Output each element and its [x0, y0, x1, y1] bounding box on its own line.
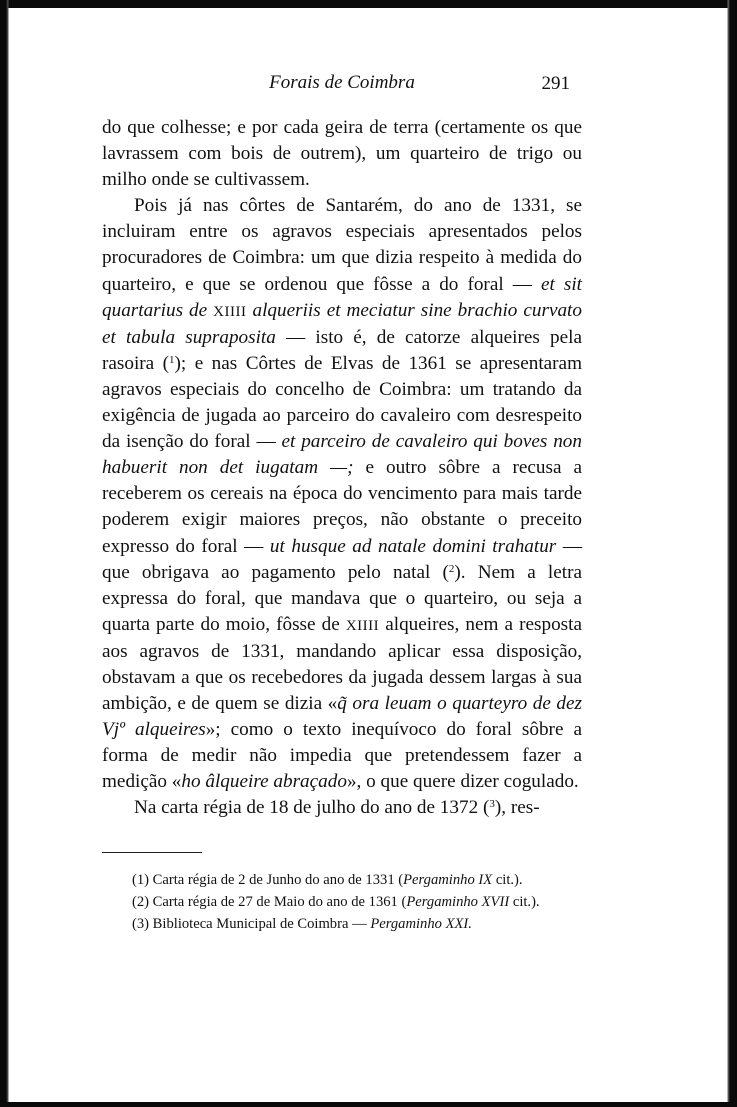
footnote-2	[132, 891, 582, 913]
latin-quote: ut husque ad natale domini trahatur	[269, 535, 557, 557]
footnote-text: cit.).	[509, 893, 540, 910]
scan-border-bottom	[0, 1102, 737, 1107]
footnote-text: cit.).	[492, 871, 523, 888]
body-text	[102, 115, 582, 822]
footnote-text: Carta régia de 27 de Maio do ano de 1361 (	[149, 893, 407, 910]
running-head	[102, 62, 582, 92]
scan-border-top	[0, 0, 737, 8]
footnote-marker: (1)	[132, 871, 150, 888]
text-run: ); e nas Côrtes de Elvas de 1361 se apresentaram agravos especiais do concelho de Coimbra: um tratando da exigência de jugada ao parceiro do cavaleiro com desrespeito da isenção do foral —	[102, 352, 582, 453]
scan-border-right	[727, 0, 737, 1107]
footnote-1	[132, 869, 582, 891]
text-run: »; como o texto inequívoco do foral sôbre a forma de medir não impedia que pretendessem fazer a medição «	[102, 719, 582, 793]
book-page	[102, 62, 582, 935]
old-portuguese-quote: ho âlqueire abraçado	[181, 771, 347, 793]
footnote-divider	[102, 852, 202, 853]
roman-numeral: XIIII	[213, 303, 247, 320]
page-number: 291	[541, 73, 570, 94]
footnote-ref-2[interactable]: 2	[448, 562, 455, 575]
footnote-source: Pergaminho IX	[403, 871, 493, 888]
text-run: Na carta régia de 18 de julho do ano de 1372 (	[134, 797, 490, 819]
text-run: Pois já nas côrtes de Santarém, do ano de 1331, se incluiram entre os agravos especiais apresentados pelos procuradores de Coimbra: um que dizia respeito à medida do quarteiro, e que se ordenou que fôsse a do foral —	[102, 195, 582, 295]
footnote-source: Pergaminho XVII	[406, 893, 510, 910]
paragraph-2	[102, 193, 582, 795]
text-run: alqueires, nem a resposta aos agravos de 1331, mandando aplicar essa disposição, obstavam a que os recebedores da jugada dessem largas à sua ambição, e de quem se dizia «	[102, 613, 582, 715]
latin-quote: et sit quartarius de	[102, 273, 582, 321]
footnotes	[102, 869, 582, 935]
latin-quote: et parceiro de cavaleiro qui boves non habuerit non det iugatam —;	[102, 431, 582, 479]
roman-numeral: XIIII	[345, 617, 380, 634]
text-run: ), res-	[494, 797, 540, 819]
latin-quote: alqueriis et meciatur sine brachio curvato et tabula supraposita	[102, 299, 582, 348]
footnote-marker: (3)	[132, 915, 150, 932]
text-run: — que obrigava ao pagamento pelo natal (	[102, 535, 583, 583]
text-run: do que colhesse; e por cada geira de terra (certamente os que lavrassem com bois de outrem), um quarteiro de trigo ou milho onde se cultivassem.	[102, 117, 582, 191]
scan-border-left	[0, 0, 9, 1107]
paragraph-3	[102, 795, 582, 821]
footnote-3	[132, 913, 582, 935]
old-portuguese-quote: q̃ ora leuam o quarteyro de dez Vjº alqueires	[102, 693, 582, 741]
footnote-text: Carta régia de 2 de Junho do ano de 1331 (	[149, 871, 404, 888]
footnote-text: Biblioteca Municipal de Coimbra —	[149, 915, 371, 932]
footnote-ref-3[interactable]: 3	[489, 798, 495, 811]
footnote-marker: (2)	[132, 893, 150, 910]
text-run: e outro sôbre a recusa a receberem os cereais na época do vencimento para mais tarde poderem exigir maiores preços, não obstante o preceito expresso do foral —	[102, 457, 582, 557]
text-run: — isto é, de catorze alqueires pela rasoira (	[102, 326, 582, 374]
running-title: Forais de Coimbra	[269, 72, 415, 93]
footnote-ref-1[interactable]: 1	[169, 353, 175, 366]
footnote-source: Pergaminho XXI.	[370, 915, 472, 932]
text-run: », o que quere dizer cogulado.	[346, 771, 579, 793]
text-run: ). Nem a letra expressa do foral, que mandava que o quarteiro, ou seja a quarta parte do moio, fôsse de	[102, 561, 582, 635]
paragraph-1	[102, 115, 582, 193]
